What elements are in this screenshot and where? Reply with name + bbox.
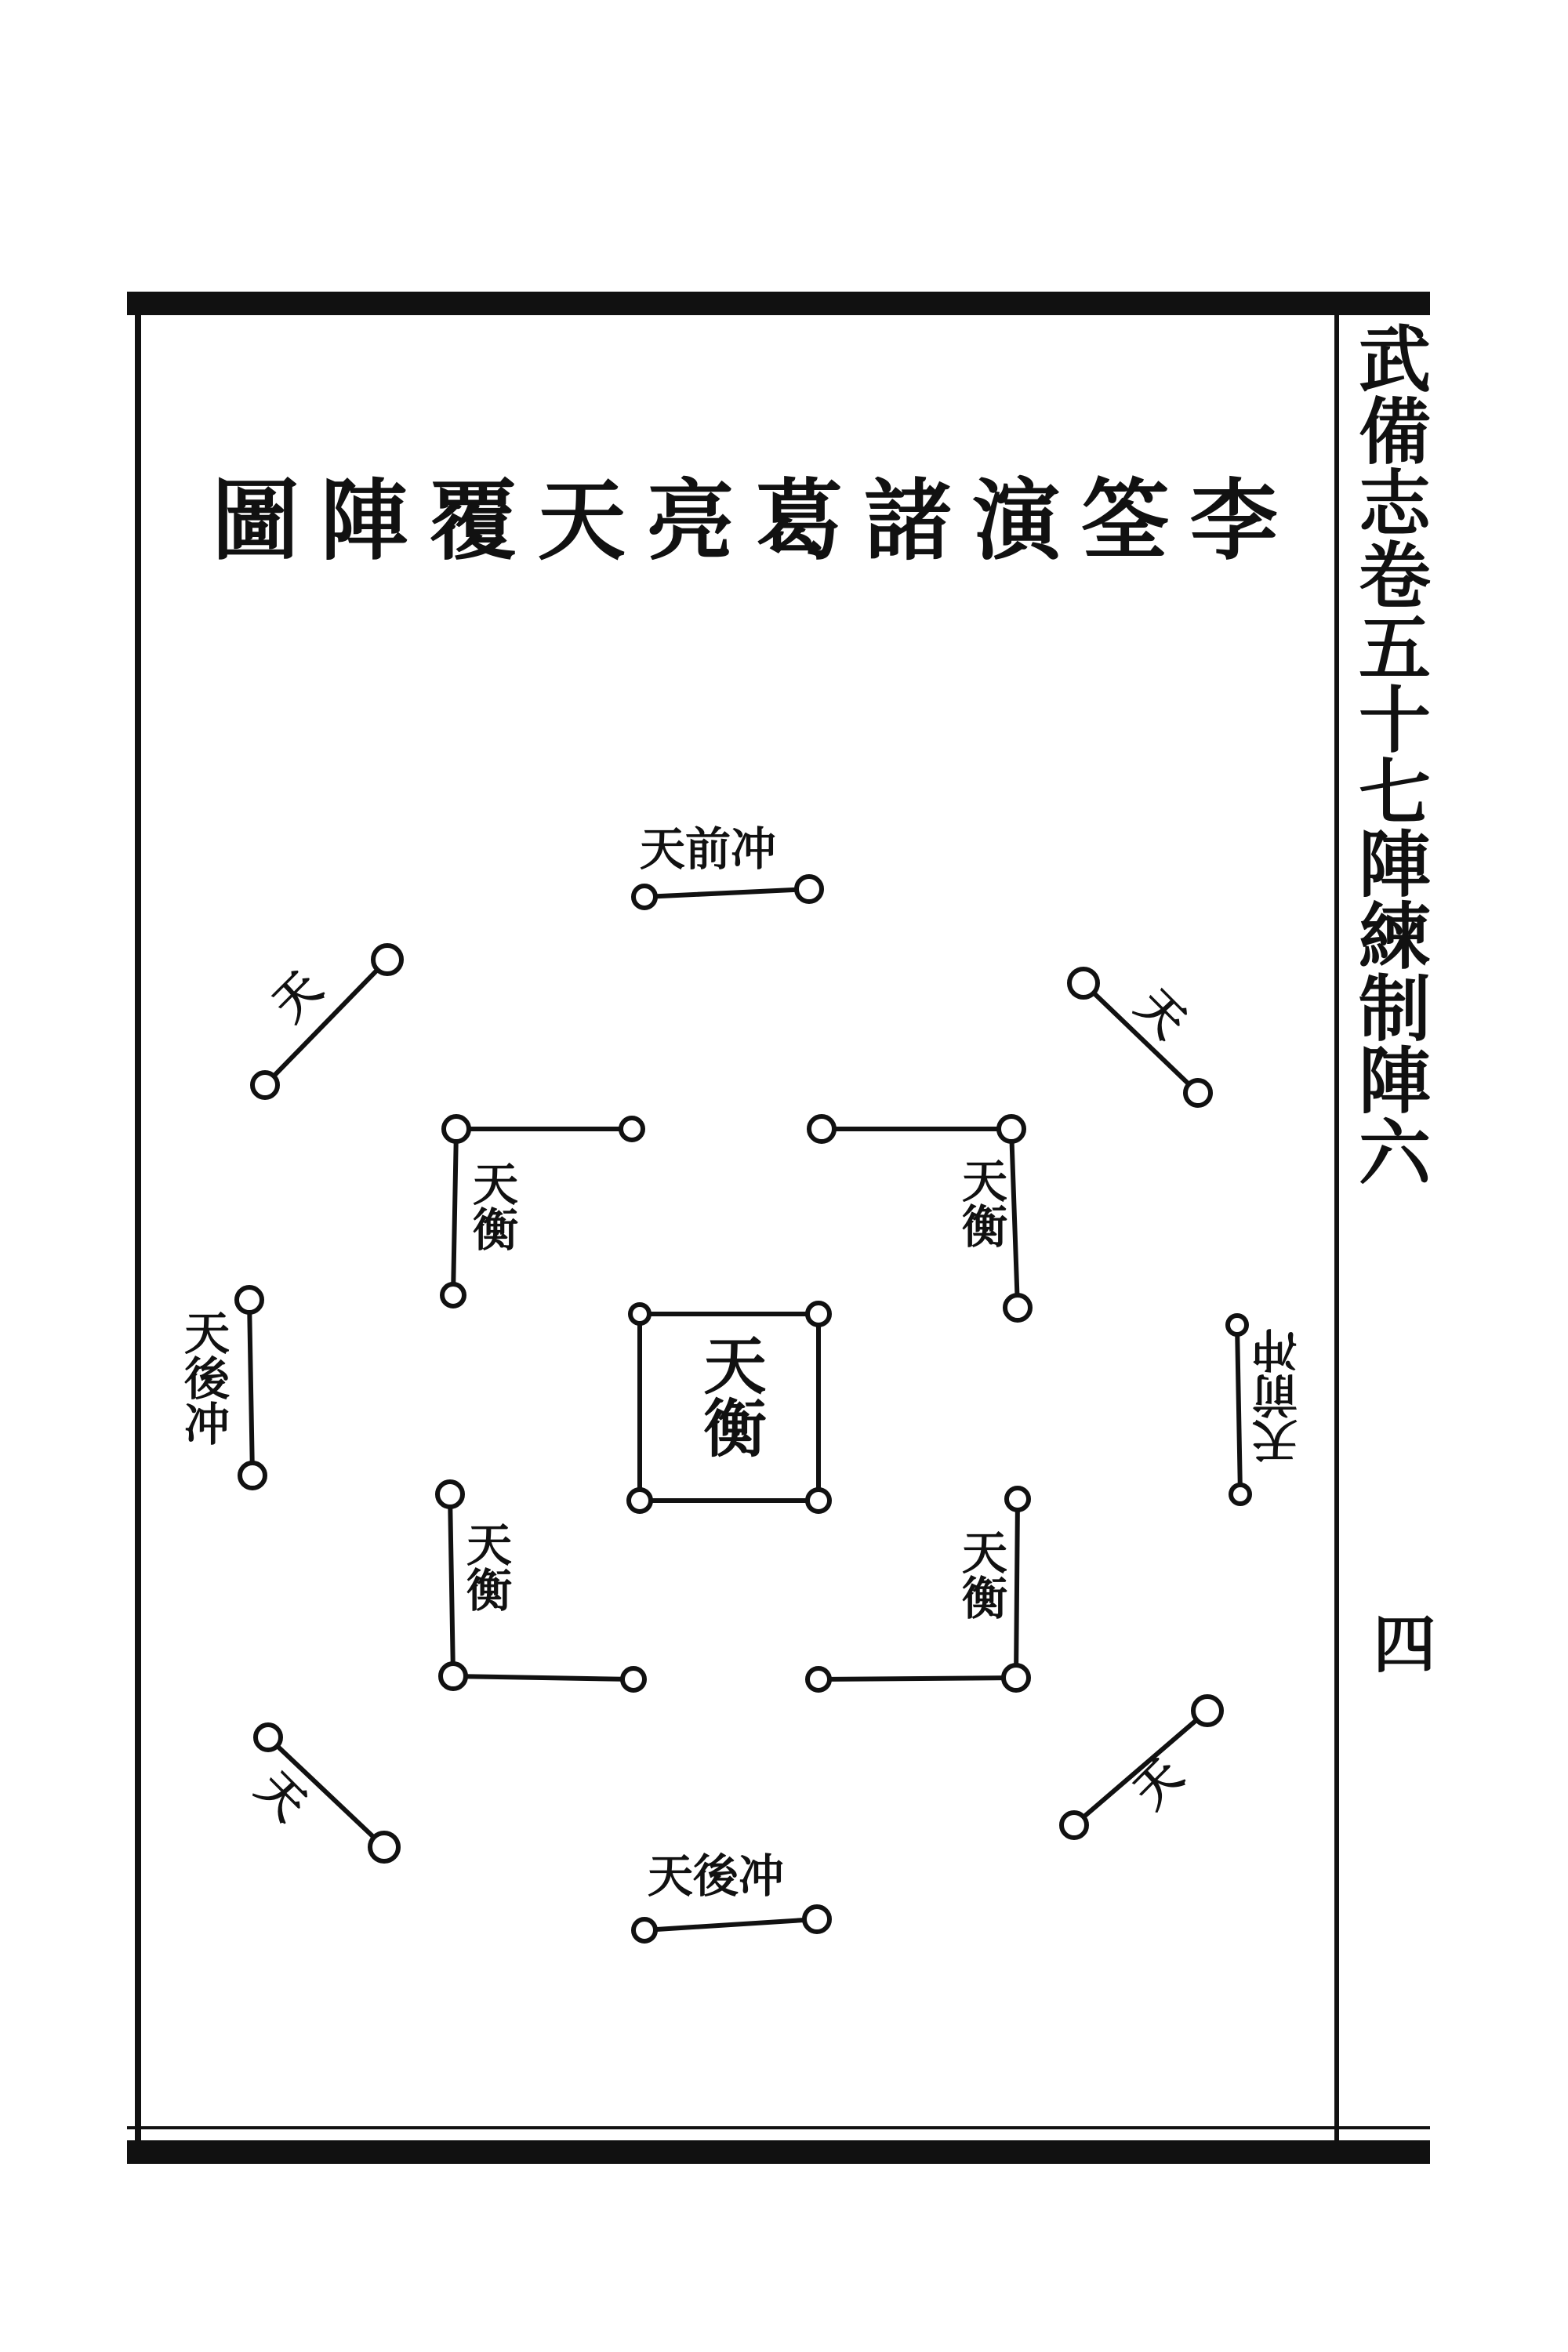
title-char: 諸 [863, 469, 952, 572]
label-inner-tr: 天衡 [954, 1157, 1007, 1248]
node [808, 1490, 829, 1512]
label-inner-bl: 天衡 [459, 1521, 512, 1612]
label-diag-tl: 天 [262, 961, 332, 1032]
label-diag-br: 天 [1123, 1748, 1193, 1819]
title-char: 葛 [755, 469, 844, 572]
title-char: 圖 [212, 469, 299, 572]
node [256, 1725, 281, 1750]
node [1005, 1295, 1030, 1320]
node [252, 1073, 278, 1098]
margin-book-title: 武備志卷五十七陣練制陣六 [1347, 321, 1432, 1187]
node [1069, 969, 1098, 997]
title-char: 覆 [429, 469, 517, 572]
title-char: 天 [537, 469, 626, 572]
node [442, 1284, 464, 1306]
title-char: 筌 [1081, 469, 1170, 572]
rear-bottom-bar [644, 1919, 817, 1930]
title-char: 亮 [646, 469, 735, 572]
front-top-bar [644, 889, 809, 897]
node [237, 1287, 262, 1312]
label-rear-bottom: 天後冲 [648, 1849, 785, 1903]
label-diag-bl: 天 [246, 1761, 317, 1831]
node [373, 946, 401, 974]
node [1193, 1697, 1221, 1725]
node [630, 1305, 649, 1323]
node [444, 1116, 469, 1142]
node [1062, 1813, 1087, 1838]
node [808, 1303, 829, 1325]
label-right-mid: 天前冲 [1252, 1328, 1305, 1465]
node [1231, 1485, 1250, 1504]
node [1185, 1080, 1210, 1105]
node [804, 1907, 829, 1932]
title-char: 演 [972, 469, 1061, 572]
node [633, 886, 655, 908]
node [633, 1919, 655, 1941]
node [1007, 1488, 1029, 1510]
label-left-mid: 天後冲 [176, 1309, 230, 1446]
node [621, 1118, 643, 1140]
node [999, 1116, 1024, 1142]
right-bar [1237, 1325, 1240, 1494]
node [629, 1490, 651, 1512]
node [1004, 1665, 1029, 1690]
node [441, 1664, 466, 1689]
node [370, 1833, 398, 1861]
title-char: 李 [1189, 469, 1278, 572]
label-front-top: 天前冲 [640, 822, 777, 876]
margin-page-number: 四 [1363, 1611, 1436, 1674]
node [808, 1668, 829, 1690]
label-center: 天衡 [693, 1333, 767, 1458]
label-diag-tr: 天 [1126, 978, 1196, 1049]
node [1228, 1316, 1247, 1334]
node [809, 1116, 834, 1142]
title-char: 陣 [320, 469, 408, 572]
left-bar [249, 1300, 252, 1475]
node [240, 1463, 265, 1488]
label-inner-tl: 天衡 [465, 1160, 518, 1251]
node [437, 1482, 463, 1507]
label-inner-br: 天衡 [954, 1529, 1007, 1620]
node [797, 877, 822, 902]
node [622, 1668, 644, 1690]
